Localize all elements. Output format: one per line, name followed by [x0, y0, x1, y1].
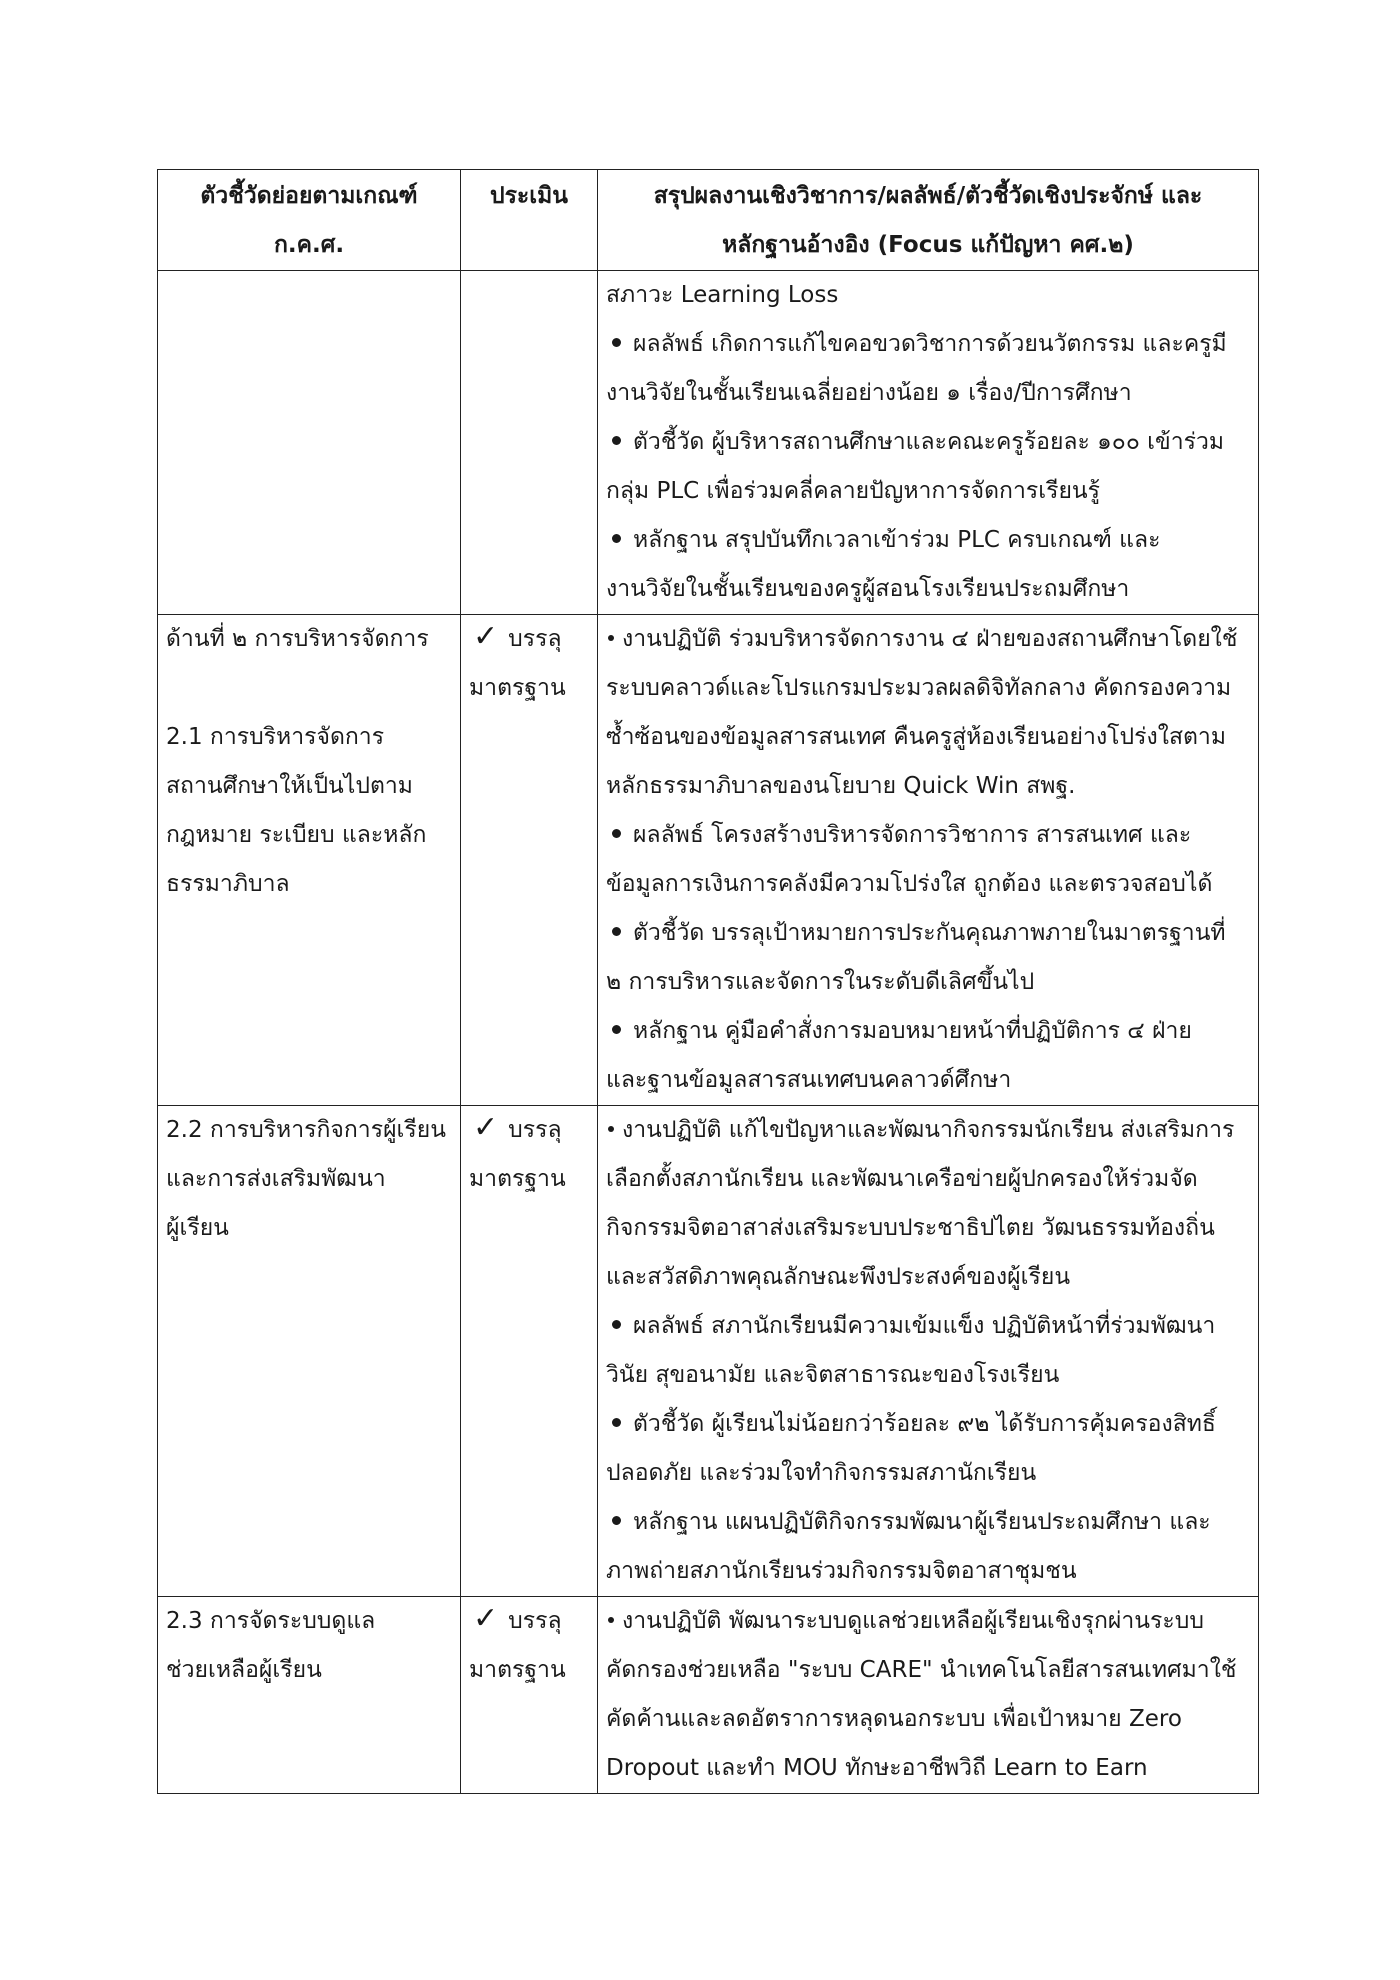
summary-line: หลักธรรมาภิบาลของนโยบาย Quick Win สพฐ. — [606, 773, 1076, 799]
checkmark-icon: ✓ — [473, 1601, 499, 1636]
summary-line: คัดกรองช่วยเหลือ "ระบบ CARE" นำเทคโนโลยีสารสนเทศมาใช้ — [606, 1657, 1237, 1683]
summary-bullet-item: งานปฏิบัติ แก้ไขปัญหาและพัฒนากิจกรรมนักเรียน ส่งเสริมการ — [606, 1106, 1250, 1155]
indicator-line: กฎหมาย ระเบียบ และหลัก — [166, 822, 427, 848]
summary-line: กิจกรรมจิตอาสาส่งเสริมระบบประชาธิปไตย วัฒนธรรมท้องถิ่น — [606, 1215, 1215, 1241]
indicator-line: ธรรมาภิบาล — [166, 871, 290, 897]
bullet-icon — [612, 1516, 621, 1525]
summary-cell — [598, 615, 1259, 1106]
summary-bullet-item: งานปฏิบัติ ร่วมบริหารจัดการงาน ๔ ฝ่ายของสถานศึกษาโดยใช้ — [606, 615, 1250, 664]
header-assessment-label: ประเมิน — [489, 183, 569, 209]
header-indicator — [158, 170, 461, 271]
indicator-line: สถานศึกษาให้เป็นไปตาม — [166, 773, 413, 799]
summary-line: และสวัสดิภาพคุณลักษณะพึงประสงค์ของผู้เรียน — [606, 1264, 1071, 1290]
kpi-table — [157, 169, 1259, 1794]
indicator-line: และการส่งเสริมพัฒนา — [166, 1166, 386, 1192]
checkmark-icon: ✓ — [473, 1110, 499, 1145]
header-assessment — [461, 170, 598, 271]
summary-line: ปลอดภัย และร่วมใจทำกิจกรรมสภานักเรียน — [606, 1460, 1037, 1486]
bullet-icon — [612, 1025, 621, 1034]
header-indicator-line2: ก.ค.ศ. — [273, 232, 345, 258]
summary-line: งานวิจัยในชั้นเรียนของครูผู้สอนโรงเรียนประถมศึกษา — [606, 576, 1130, 602]
bullet-icon — [612, 436, 621, 445]
indicator-cell — [158, 615, 461, 1106]
summary-line: เลือกตั้งสภานักเรียน และพัฒนาเครือข่ายผู้ปกครองให้ร่วมจัด — [606, 1166, 1198, 1192]
indicator-cell — [158, 1106, 461, 1597]
summary-bullet-item: ตัวชี้วัด ผู้บริหารสถานศึกษาและคณะครูร้อยละ ๑๐๐ เข้าร่วม — [606, 418, 1250, 467]
assessment-status-line2: มาตรฐาน — [469, 1657, 566, 1683]
summary-cell — [598, 1106, 1259, 1597]
indicator-line: ช่วยเหลือผู้เรียน — [166, 1657, 322, 1683]
section-heading: ด้านที่ ๒ การบริหารจัดการ — [166, 626, 429, 652]
table-header-row — [158, 170, 1259, 271]
summary-cell — [598, 1597, 1259, 1794]
assessment-status: ✓ บรรลุ — [469, 1597, 589, 1646]
table-row — [158, 1597, 1259, 1794]
summary-line: กลุ่ม PLC เพื่อร่วมคลี่คลายปัญหาการจัดการเรียนรู้ — [606, 478, 1101, 504]
indicator-line: ผู้เรียน — [166, 1215, 229, 1241]
assessment-status: ✓ บรรลุ — [469, 1106, 589, 1155]
indicator-cell — [158, 1597, 461, 1794]
table-row — [158, 615, 1259, 1106]
assessment-cell — [461, 271, 598, 615]
bullet-icon — [612, 927, 621, 936]
summary-line: ๒ การบริหารและจัดการในระดับดีเลิศขึ้นไป — [606, 969, 1035, 995]
summary-line: งานวิจัยในชั้นเรียนเฉลี่ยอย่างน้อย ๑ เรื่อง/ปีการศึกษา — [606, 380, 1132, 406]
assessment-status-line2: มาตรฐาน — [469, 675, 566, 701]
bullet-icon — [612, 829, 621, 838]
header-summary — [598, 170, 1259, 271]
summary-line: วินัย สุขอนามัย และจิตสาธารณะของโรงเรียน — [606, 1362, 1060, 1388]
summary-bullet-item: ตัวชี้วัด ผู้เรียนไม่น้อยกว่าร้อยละ ๙๒ ได้รับการคุ้มครองสิทธิ์ — [606, 1400, 1250, 1449]
bullet-icon — [608, 1126, 614, 1132]
assessment-status-line2: มาตรฐาน — [469, 1166, 566, 1192]
summary-bullet-item: งานปฏิบัติ พัฒนาระบบดูแลช่วยเหลือผู้เรียนเชิงรุกผ่านระบบ — [606, 1597, 1250, 1646]
summary-line: คัดค้านและลดอัตราการหลุดนอกระบบ เพื่อเป้าหมาย Zero — [606, 1706, 1182, 1732]
indicator-line: 2.3 การจัดระบบดูแล — [166, 1608, 376, 1634]
assessment-status: ✓ บรรลุ — [469, 615, 589, 664]
summary-line: ระบบคลาวด์และโปรแกรมประมวลผลดิจิทัลกลาง คัดกรองความ — [606, 675, 1232, 701]
summary-bullet-item: หลักฐาน แผนปฏิบัติกิจกรรมพัฒนาผู้เรียนประถมศึกษา และ — [606, 1498, 1250, 1547]
summary-bullet-item: ผลลัพธ์ เกิดการแก้ไขคอขวดวิชาการด้วยนวัตกรรม และครูมี — [606, 320, 1250, 369]
summary-bullet-item: หลักฐาน คู่มือคำสั่งการมอบหมายหน้าที่ปฏิบัติการ ๔ ฝ่าย — [606, 1007, 1250, 1056]
header-indicator-line1: ตัวชี้วัดย่อยตามเกณฑ์ — [200, 183, 418, 209]
summary-line: ซ้ำซ้อนของข้อมูลสารสนเทศ คืนครูสู่ห้องเรียนอย่างโปร่งใสตาม — [606, 724, 1226, 750]
table-row — [158, 1106, 1259, 1597]
summary-line: ข้อมูลการเงินการคลังมีความโปร่งใส ถูกต้อง และตรวจสอบได้ — [606, 871, 1213, 897]
bullet-icon — [608, 1617, 614, 1623]
bullet-icon — [608, 635, 614, 641]
assessment-cell — [461, 1106, 598, 1597]
bullet-icon — [612, 534, 621, 543]
summary-bullet-item: หลักฐาน สรุปบันทึกเวลาเข้าร่วม PLC ครบเกณฑ์ และ — [606, 516, 1250, 565]
indicator-line: 2.1 การบริหารจัดการ — [166, 724, 385, 750]
summary-cell — [598, 271, 1259, 615]
bullet-icon — [612, 338, 621, 347]
checkmark-icon: ✓ — [473, 619, 499, 654]
indicator-cell — [158, 271, 461, 615]
summary-line: ภาพถ่ายสภานักเรียนร่วมกิจกรรมจิตอาสาชุมชน — [606, 1558, 1077, 1584]
summary-bullet-item: ผลลัพธ์ โครงสร้างบริหารจัดการวิชาการ สารสนเทศ และ — [606, 811, 1250, 860]
header-summary-line1: สรุปผลงานเชิงวิชาการ/ผลลัพธ์/ตัวชี้วัดเชิงประจักษ์ และ — [653, 183, 1203, 209]
indicator-line: 2.2 การบริหารกิจการผู้เรียน — [166, 1117, 446, 1143]
table-row — [158, 271, 1259, 615]
summary-bullet-item: ตัวชี้วัด บรรลุเป้าหมายการประกันคุณภาพภายในมาตรฐานที่ — [606, 909, 1250, 958]
header-summary-line2: หลักฐานอ้างอิง (Focus แก้ปัญหา คศ.๒) — [722, 232, 1134, 258]
summary-bullet-item: ผลลัพธ์ สภานักเรียนมีความเข้มแข็ง ปฏิบัติหน้าที่ร่วมพัฒนา — [606, 1302, 1250, 1351]
summary-line: Dropout และทำ MOU ทักษะอาชีพวิถี Learn to Earn — [606, 1755, 1148, 1781]
summary-line: สภาวะ Learning Loss — [606, 282, 839, 308]
bullet-icon — [612, 1320, 621, 1329]
bullet-icon — [612, 1418, 621, 1427]
assessment-cell — [461, 1597, 598, 1794]
assessment-cell — [461, 615, 598, 1106]
summary-line: และฐานข้อมูลสารสนเทศบนคลาวด์ศึกษา — [606, 1067, 1012, 1093]
